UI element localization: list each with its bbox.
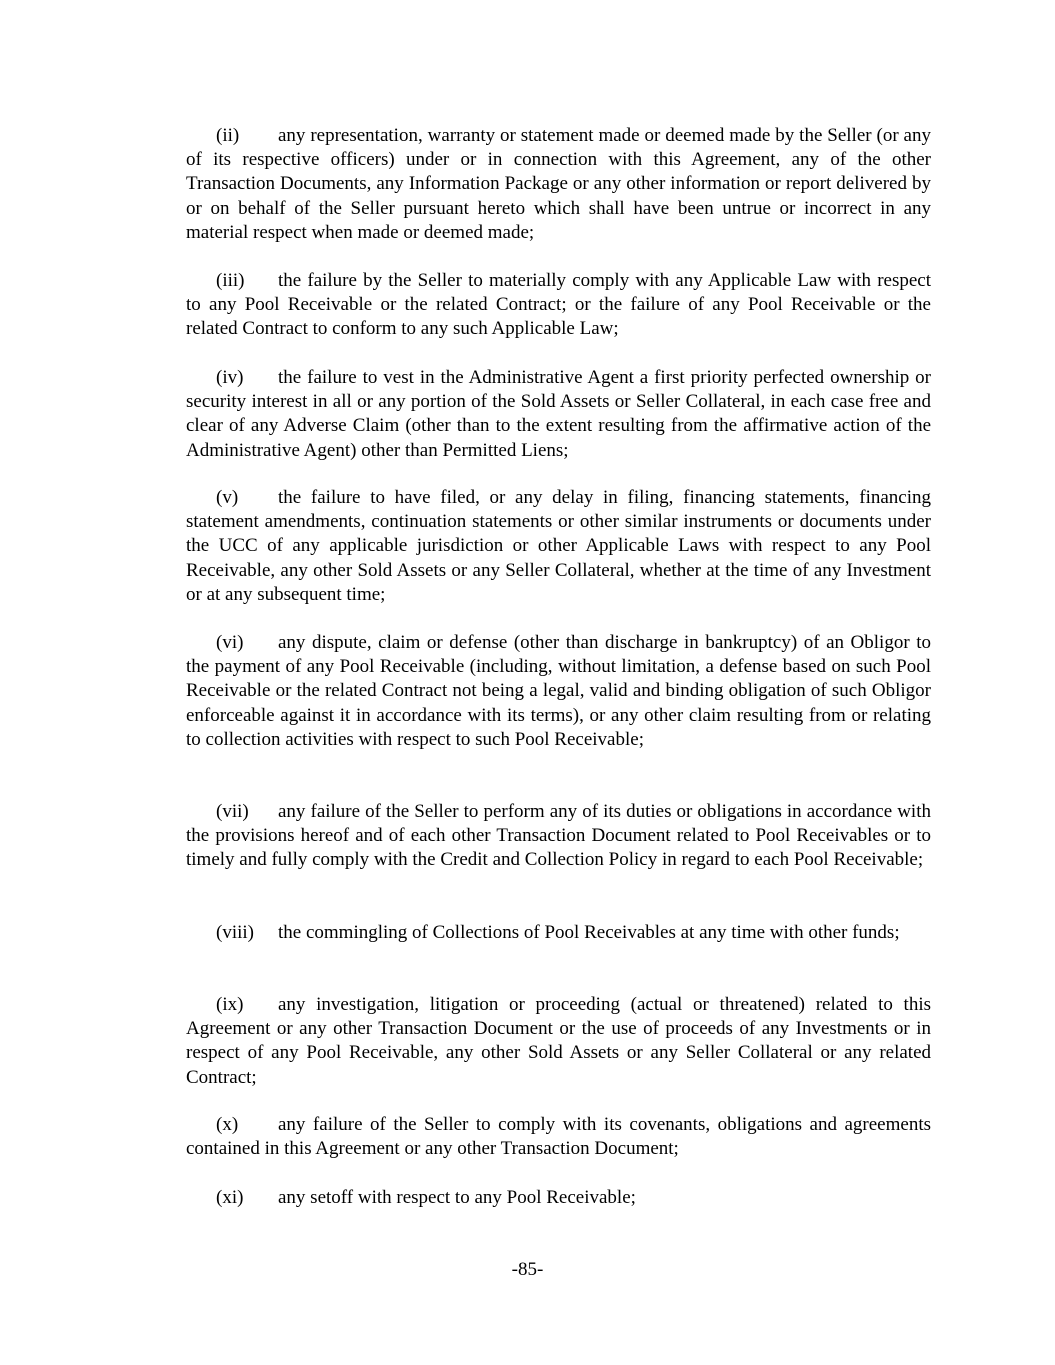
page-number: -85- bbox=[511, 1259, 544, 1280]
clause-number: (ix) bbox=[216, 994, 244, 1015]
clause-number: (ii) bbox=[216, 125, 240, 146]
clause-x bbox=[186, 1113, 931, 1161]
clause-number: (xi) bbox=[216, 1187, 244, 1208]
clause-number: (iii) bbox=[216, 270, 245, 291]
clause-ix bbox=[186, 993, 931, 1090]
clause-xi bbox=[186, 1186, 931, 1210]
clause-text: any failure of the Seller to perform any of its duties or obligations in accordance with the provisions hereof and of each other Transaction Document related to Pool Receivables or to timely and fully comply with the Credit and Collection Policy in regard to each Pool Receivable; bbox=[186, 801, 931, 871]
clause-text: the commingling of Collections of Pool Receivables at any time with other funds; bbox=[278, 922, 900, 943]
clause-text: any failure of the Seller to comply with its covenants, obligations and agreements contained in this Agreement or any other Transaction Document; bbox=[186, 1114, 931, 1160]
clause-number: (vii) bbox=[216, 801, 249, 822]
clause-text: the failure to have filed, or any delay in filing, financing statements, financing statement amendments, continuation statements or other similar instruments or documents under the UCC of any applicable jurisdiction or other Applicable Laws with respect to any Pool Receivable, any other Sold Assets or any Seller Collateral, whether at the time of any Investment or at any subsequent time; bbox=[186, 487, 931, 605]
clause-number: (iv) bbox=[216, 367, 244, 388]
clause-text: the failure by the Seller to materially comply with any Applicable Law with respect to any Pool Receivable or the related Contract; or the failure of any Pool Receivable or the related Contract to conform to any such Applicable Law; bbox=[186, 270, 931, 340]
clause-number: (viii) bbox=[216, 922, 254, 943]
clause-v bbox=[186, 486, 931, 607]
clause-number: (v) bbox=[216, 487, 239, 508]
clause-text: any dispute, claim or defense (other than discharge in bankruptcy) of an Obligor to the payment of any Pool Receivable (including, without limitation, a defense based on such Pool Receivable or the related Contract not being a legal, valid and binding obligation of such Obligor enforceable against it in accordance with its terms), or any other claim resulting from or relating to collection activities with respect to such Pool Receivable; bbox=[186, 632, 931, 750]
clause-iv bbox=[186, 366, 931, 463]
clause-text: any investigation, litigation or proceeding (actual or threatened) related to this Agreement or any other Transaction Document or the use of proceeds of any Investments or in respect of any Pool Receivable, any other Sold Assets or any Seller Collateral or any related Contract; bbox=[186, 994, 931, 1088]
clause-vi bbox=[186, 631, 931, 752]
clause-vii bbox=[186, 800, 931, 873]
clause-iii bbox=[186, 269, 931, 342]
clause-text: any setoff with respect to any Pool Receivable; bbox=[278, 1187, 636, 1208]
clause-number: (x) bbox=[216, 1114, 239, 1135]
clause-text: any representation, warranty or statement made or deemed made by the Seller (or any of its respective officers) under or in connection with this Agreement, any of the other Transaction Documents, any Information Package or any other information or report delivered by or on behalf of the Seller pursuant hereto which shall have been untrue or incorrect in any material respect when made or deemed made; bbox=[186, 125, 931, 243]
clause-text: the failure to vest in the Administrative Agent a first priority perfected ownership or security interest in all or any portion of the Sold Assets or Seller Collateral, in each case free and clear of any Adverse Claim (other than to the extent resulting from the affirmative action of the Administrative Agent) other than Permitted Liens; bbox=[186, 367, 931, 461]
clause-viii bbox=[186, 921, 931, 945]
clause-ii bbox=[186, 124, 931, 245]
clause-number: (vi) bbox=[216, 632, 244, 653]
